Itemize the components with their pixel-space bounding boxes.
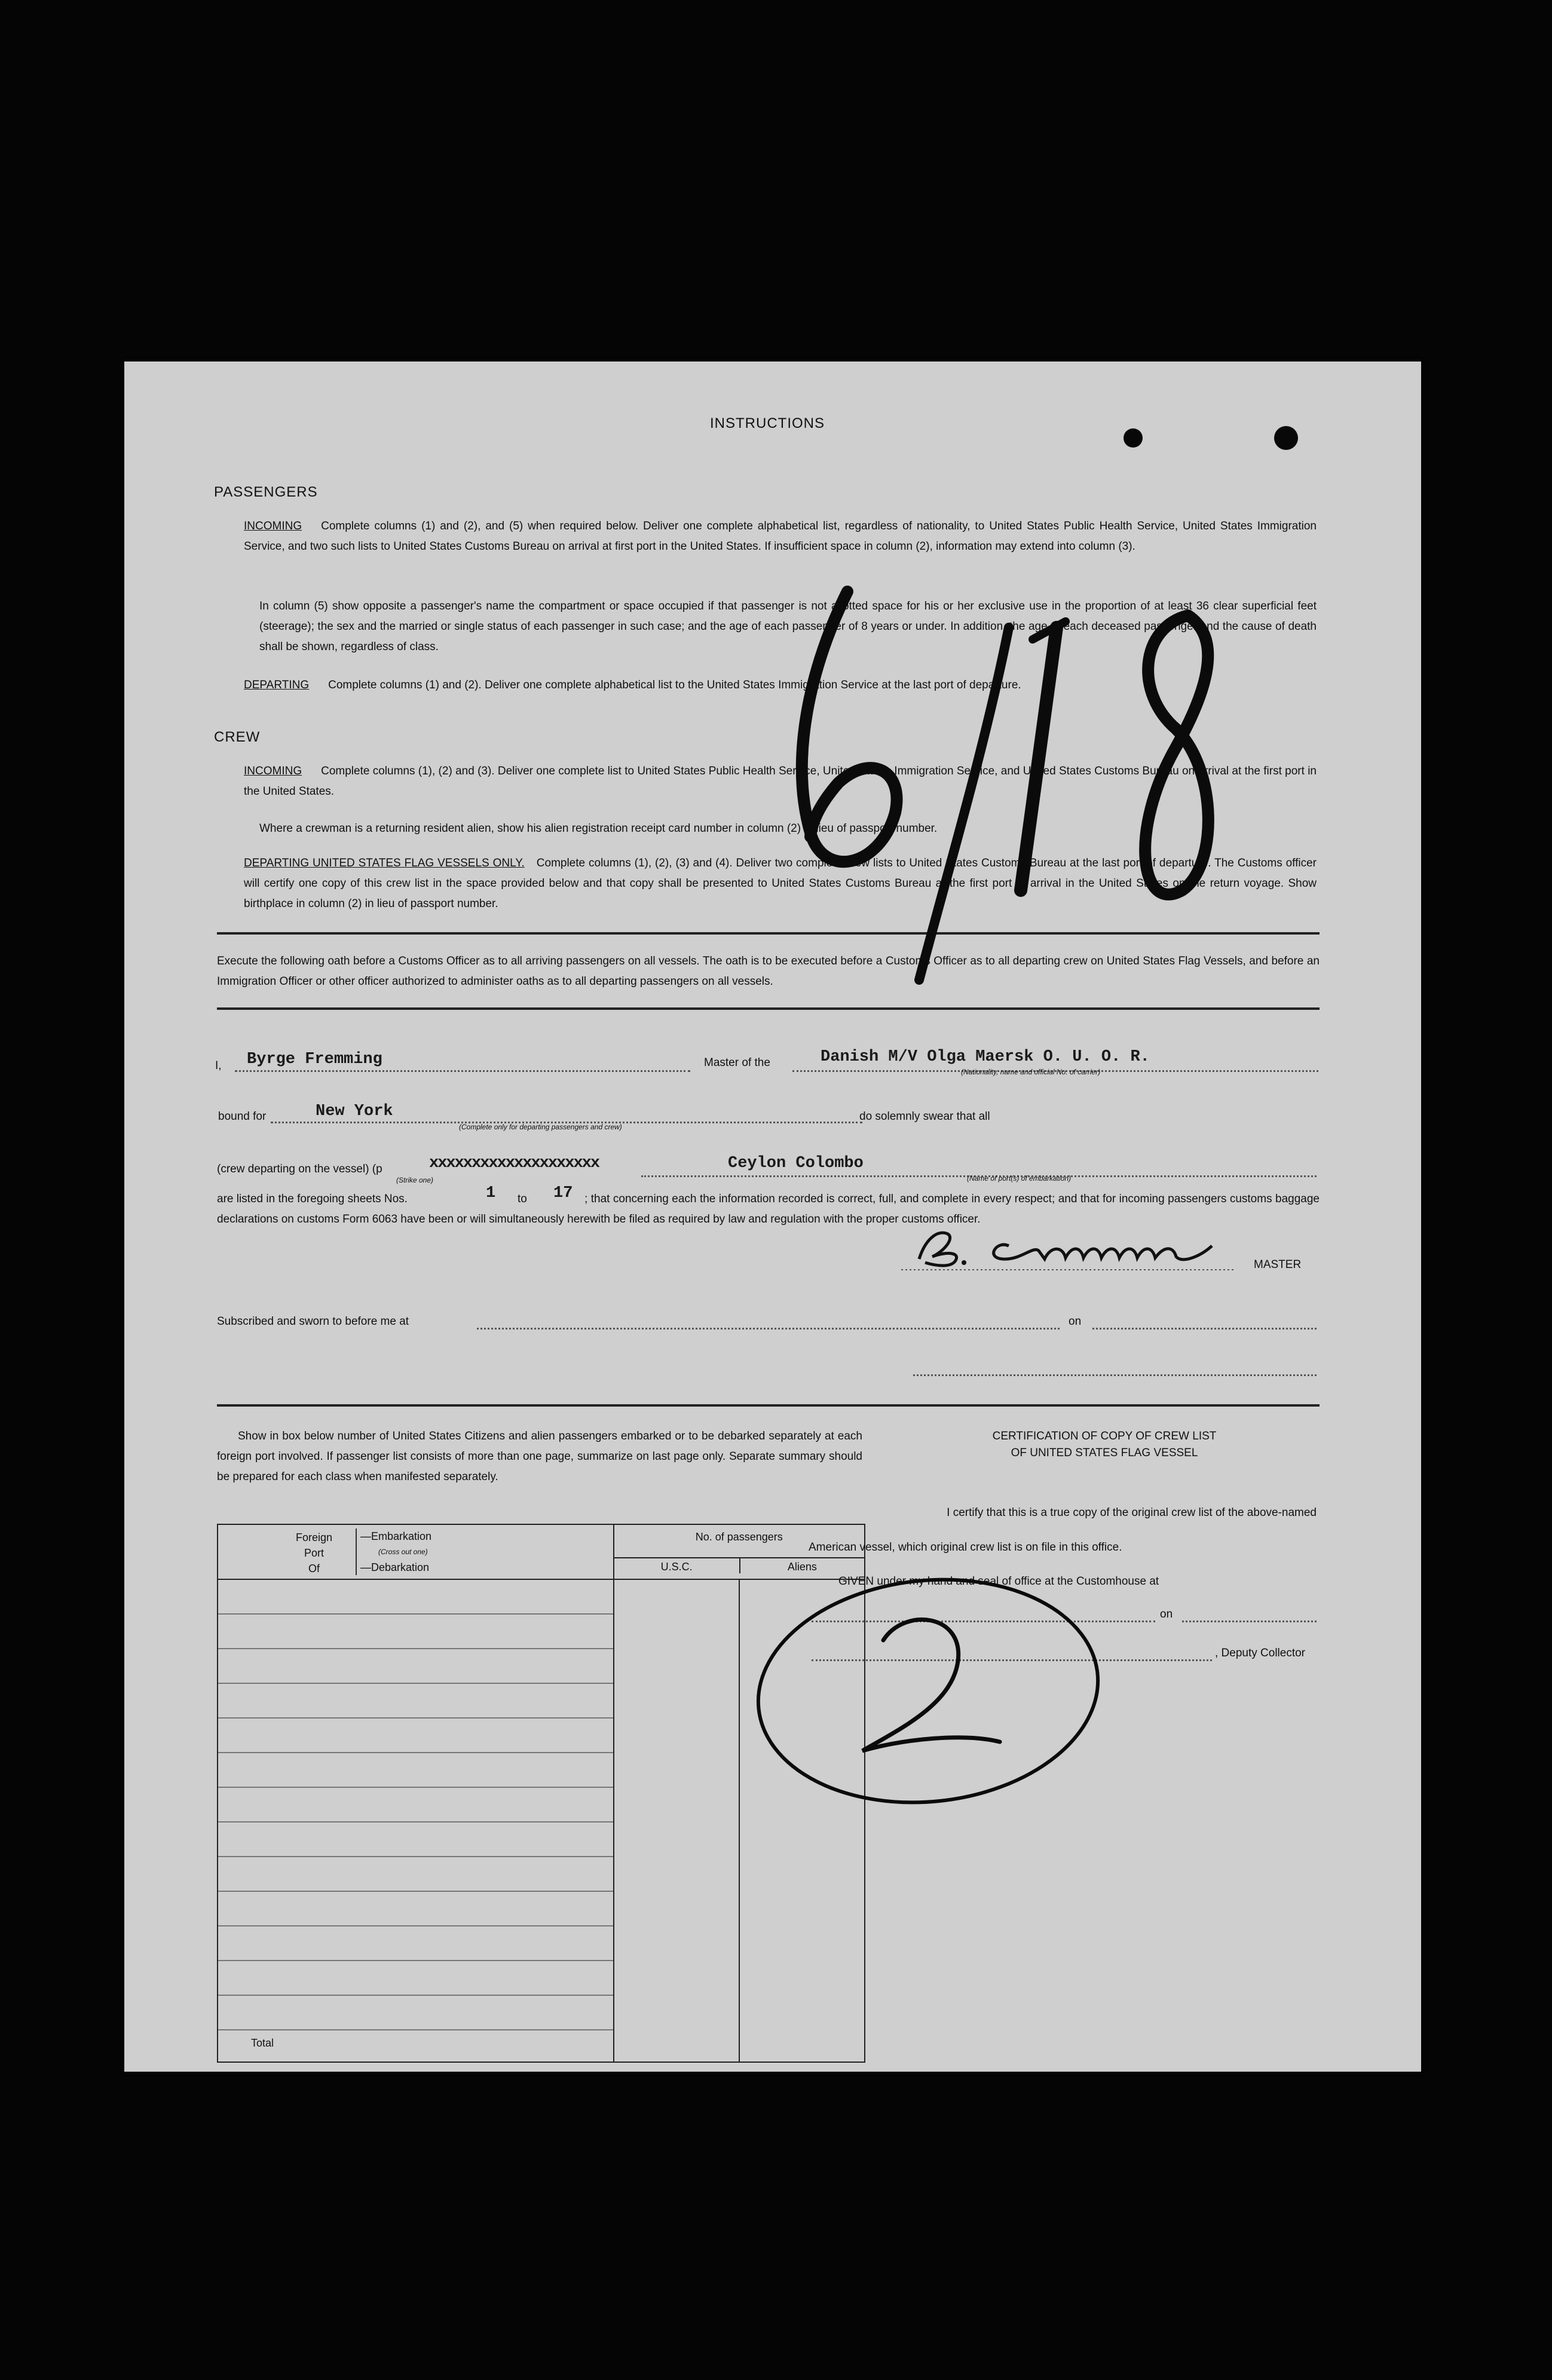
crew-incoming-label: INCOMING bbox=[244, 765, 302, 777]
bound-for-label: bound for bbox=[218, 1110, 267, 1123]
certification-date-line bbox=[1182, 1621, 1317, 1622]
foreign-label: Foreign bbox=[296, 1531, 333, 1543]
subscribed-date-line bbox=[1092, 1328, 1317, 1330]
passengers-incoming-paragraph bbox=[244, 516, 1317, 557]
sheet-from: 1 bbox=[486, 1184, 496, 1202]
master-label: MASTER bbox=[1254, 1258, 1302, 1271]
crew-departing-prefix: (crew departing on the vessel) (p bbox=[217, 1163, 382, 1175]
no-passengers-label: No. of passengers bbox=[695, 1531, 783, 1543]
crew-heading: CREW bbox=[214, 729, 261, 745]
form-sheet bbox=[124, 362, 1421, 2072]
usc-label: U.S.C. bbox=[614, 1557, 739, 1573]
crew-resident-paragraph: Where a crewman is a returning resident alien, show his alien registration receipt card number in column (2) in lieu of passport number. bbox=[259, 822, 938, 835]
debarkation-label: —Debarkation bbox=[360, 1561, 430, 1573]
incoming-label: INCOMING bbox=[244, 520, 302, 532]
swear-text: do solemnly swear that all bbox=[859, 1110, 990, 1123]
bound-caption: (Complete only for departing passengers and crew) bbox=[459, 1123, 622, 1131]
listed-paragraph: ; that concerning each the information recorded is correct, full, and complete in every respect; and that for incoming passengers customs baggage declarations on customs Form 6063 have been or will simultaneously herewith be filed as required by law and regulation with the proper customs officer. bbox=[217, 1193, 1320, 1226]
usc-column bbox=[614, 1579, 739, 2062]
foreign-port-labels bbox=[296, 1530, 332, 1576]
subscribed-on-label: on bbox=[1069, 1315, 1082, 1328]
crew-incoming-text: Complete columns (1), (2) and (3). Deliver one complete list to United States Public Health Service, United States Immigration Service, and United States Customs Bureau on arrival at the first port in the United States. bbox=[244, 765, 1317, 798]
certification-on-label: on bbox=[1160, 1608, 1173, 1621]
circled-number bbox=[749, 1572, 1107, 1811]
embarkation-label: —Embarkation bbox=[360, 1530, 432, 1542]
summary-instructions: Show in box below number of United States Citizens and alien passengers embarked or to be debarked separately at each foreign port involved. If passenger list consists of more than one page, summarize on last page only. Separate summary should be prepared for each class when manifested separately. bbox=[217, 1430, 862, 1483]
crew-departing-text: Complete columns (1), (2), (3) and (4). Deliver two complete crew lists to United States Customs Bureau at the last port of departure. The Customs officer will certify one copy of this crew list in the space provided below and that copy shall be presented to United States Customs Bureau at the first port of arrival in the United States on the return voyage. Show birthplace in column (2) in lieu of passport number. bbox=[244, 857, 1317, 910]
oath-instructions: Execute the following oath before a Customs Officer as to all arriving passengers on all vessels. The oath is to be executed before a Customs Officer as to all departing crew on United States Flag Vessels, and before an Immigration Officer or other officer authorized to administer oaths as to all departing passengers on all vessels. bbox=[217, 955, 1320, 988]
ports-column bbox=[218, 1579, 614, 2062]
passengers-heading: PASSENGERS bbox=[214, 484, 318, 500]
embark-debark-labels bbox=[356, 1529, 431, 1575]
certification-text-2: American vessel, which original crew list is on file in this office. bbox=[809, 1541, 1122, 1554]
certification-title-2: OF UNITED STATES FLAG VESSEL bbox=[1011, 1447, 1198, 1459]
listed-prefix: are listed in the foregoing sheets Nos. bbox=[217, 1193, 408, 1205]
vessel-name: Danish M/V Olga Maersk O. U. O. R. bbox=[821, 1048, 1150, 1066]
departing-text: Complete columns (1) and (2). Deliver one complete alphabetical list to the United States Immigration Service at the last port of departure. bbox=[328, 679, 1021, 691]
foreign-port-header bbox=[218, 1524, 614, 1579]
handwritten-sheet-number bbox=[722, 556, 1242, 992]
master-name-line bbox=[235, 1070, 690, 1072]
certification-given: GIVEN under my hand and seal of office at the Customhouse at bbox=[838, 1575, 1159, 1588]
punch-hole-left bbox=[1124, 428, 1143, 448]
passengers-column5-paragraph: In column (5) show opposite a passenger's name the compartment or space occupied if that passenger is not allotted space for his or her exclusive use in the proportion of at least 36 clear superficial feet (steerage); the sex and the married or single status of each passenger in such case; and the age of each passenger of 8 years or under. In addition, the age of each deceased passenger and the cause of death shall be shown, regardless of class. bbox=[259, 600, 1317, 653]
subscribed-label: Subscribed and sworn to before me at bbox=[217, 1315, 409, 1328]
punch-hole-right bbox=[1274, 426, 1298, 450]
bound-for-value: New York bbox=[316, 1102, 393, 1120]
instructions-title: INSTRUCTIONS bbox=[710, 415, 825, 431]
subscribed-place-line bbox=[477, 1328, 1060, 1330]
master-name: Byrge Fremming bbox=[247, 1050, 382, 1068]
aliens-label: Aliens bbox=[739, 1557, 864, 1573]
certification-title-1: CERTIFICATION OF COPY OF CREW LIST bbox=[992, 1430, 1217, 1442]
master-of-label: Master of the bbox=[704, 1056, 770, 1069]
sheet-to-label: to bbox=[518, 1193, 527, 1205]
total-label: Total bbox=[251, 2037, 274, 2049]
embarkation-caption: (Name of port(s) of embarkation) bbox=[967, 1174, 1072, 1183]
strike-caption: (Strike one) bbox=[396, 1176, 434, 1184]
of-label: Of bbox=[308, 1563, 320, 1575]
departing-label: DEPARTING bbox=[244, 679, 310, 691]
master-signature bbox=[901, 1222, 1236, 1276]
vessel-caption: (Nationality, name and official No. of carrier) bbox=[961, 1068, 1101, 1076]
embarkation-port: Ceylon Colombo bbox=[728, 1154, 864, 1172]
i-label: I, bbox=[215, 1059, 222, 1072]
cross-out-label: (Cross out one) bbox=[378, 1548, 428, 1556]
incoming-text: Complete columns (1) and (2), and (5) when required below. Deliver one complete alphabetical list, regardless of nationality, to United States Public Health Service, United States Immigration Service, and two such lists to United States Customs Bureau on arrival at first port in the United States. If insufficient space in column (2), information may extend into column (3). bbox=[244, 520, 1317, 553]
officer-line bbox=[913, 1374, 1317, 1376]
struck-out-text: xxxxxxxxxxxxxxxxxxxx bbox=[429, 1154, 599, 1172]
divider-bottom bbox=[217, 1404, 1320, 1407]
crew-departing-label: DEPARTING UNITED STATES FLAG VESSELS ONLY. bbox=[244, 857, 525, 869]
deputy-collector-label: , Deputy Collector bbox=[1215, 1647, 1306, 1659]
sheet-to: 17 bbox=[553, 1184, 573, 1202]
certification-text-1: I certify that this is a true copy of the original crew list of the above-named bbox=[947, 1506, 1317, 1519]
divider-oath bbox=[217, 1007, 1320, 1010]
port-label: Port bbox=[304, 1547, 325, 1559]
